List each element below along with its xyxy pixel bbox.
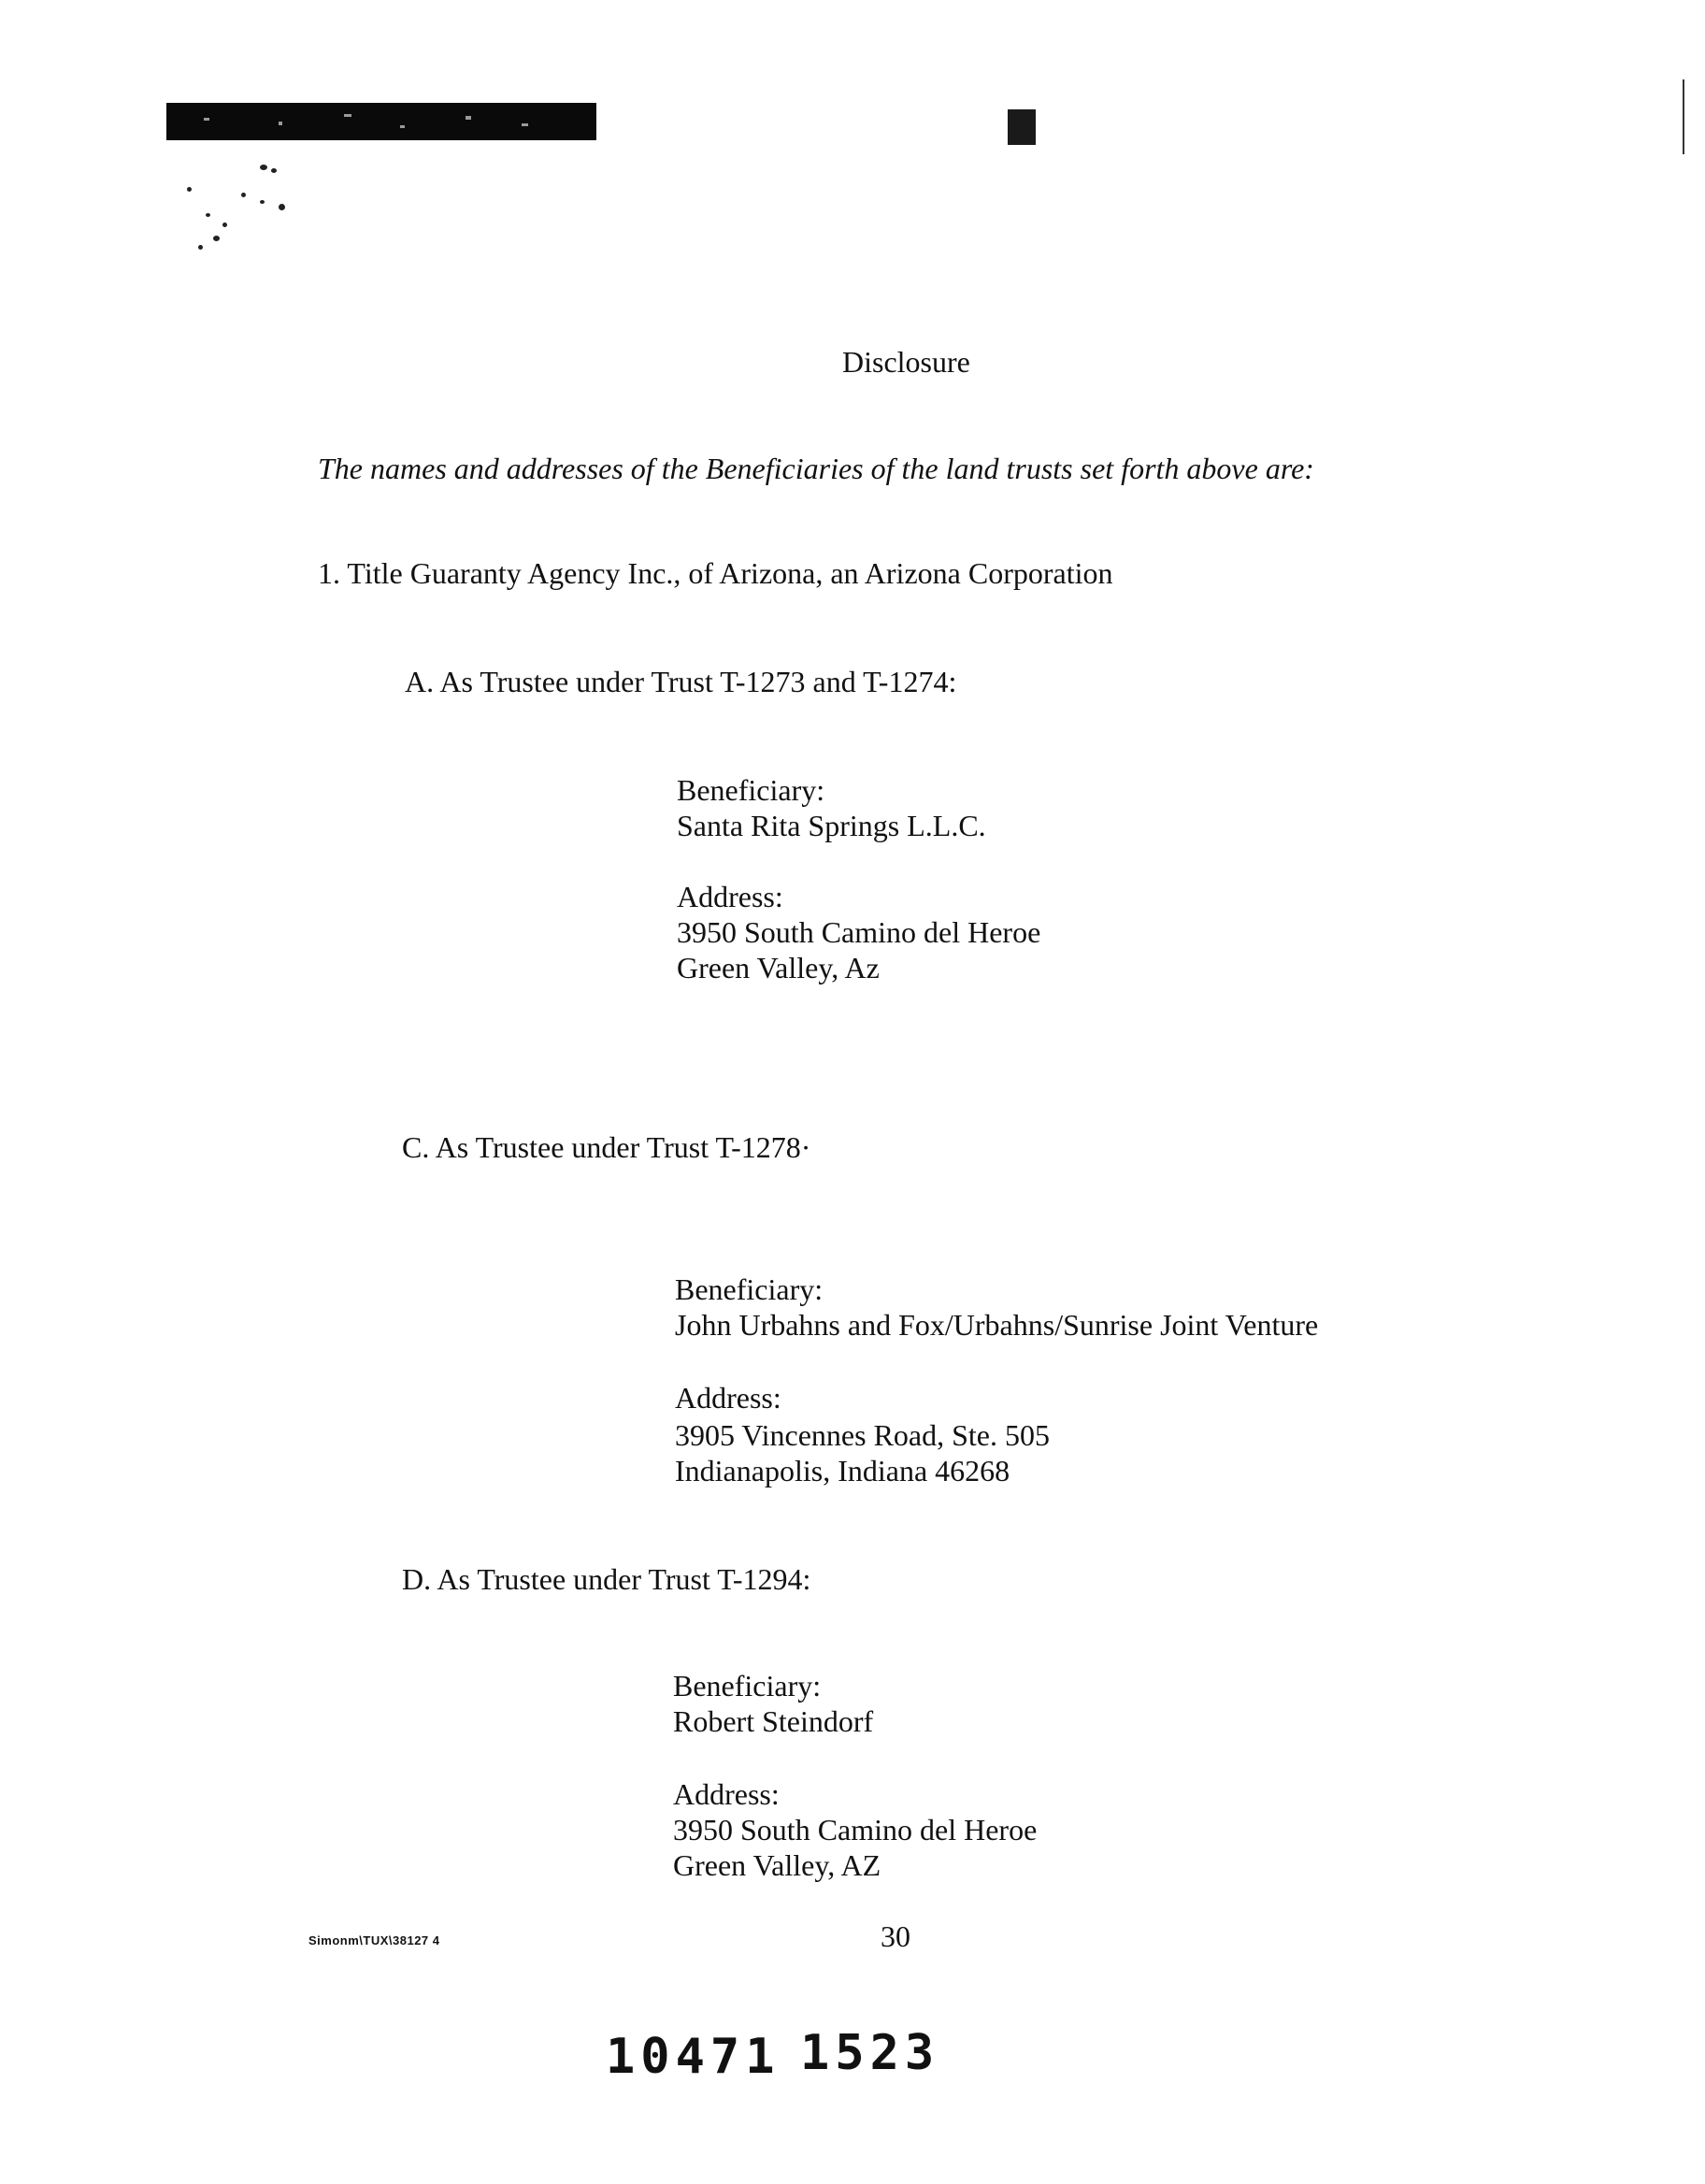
section-heading: C. As Trustee under Trust T-1278· — [402, 1130, 811, 1164]
address-line-2: Green Valley, AZ — [673, 1848, 881, 1882]
address-line-1: 3950 South Camino del Heroe — [677, 915, 1041, 949]
redaction-bar — [166, 103, 596, 140]
address-line-1: 3950 South Camino del Heroe — [673, 1813, 1038, 1846]
intro-paragraph: The names and addresses of the Beneficiaries of the land trusts set forth above are: — [318, 452, 1314, 485]
beneficiary-name: John Urbahns and Fox/Urbahns/Sunrise Joint Venture — [675, 1308, 1319, 1342]
list-item-1: 1. Title Guaranty Agency Inc., of Arizona, an Arizona Corporation — [318, 556, 1113, 590]
address-line-2: Indianapolis, Indiana 46268 — [675, 1454, 1010, 1487]
beneficiary-name: Santa Rita Springs L.L.C. — [677, 809, 986, 842]
beneficiary-label: Beneficiary: — [673, 1669, 822, 1703]
address-label: Address: — [673, 1777, 780, 1811]
scan-mark — [1008, 109, 1036, 145]
recording-stamp-book: 10471 — [606, 2029, 781, 2085]
beneficiary-name: Robert Steindorf — [673, 1704, 874, 1738]
section-heading: A. As Trustee under Trust T-1273 and T-1274: — [405, 665, 957, 698]
beneficiary-label: Beneficiary: — [677, 773, 825, 807]
recording-stamp-page: 1523 — [800, 2025, 940, 2081]
footer-doc-id: Simonm\TUX\38127 4 — [308, 1933, 440, 1947]
beneficiary-label: Beneficiary: — [675, 1272, 824, 1306]
address-label: Address: — [677, 880, 783, 913]
address-line-1: 3905 Vincennes Road, Ste. 505 — [675, 1418, 1050, 1452]
address-label: Address: — [675, 1381, 781, 1415]
scan-edge-line — [1683, 79, 1684, 154]
page-number: 30 — [881, 1919, 910, 1953]
section-heading: D. As Trustee under Trust T-1294: — [402, 1562, 811, 1596]
page-title: Disclosure — [842, 345, 970, 379]
address-line-2: Green Valley, Az — [677, 951, 880, 984]
